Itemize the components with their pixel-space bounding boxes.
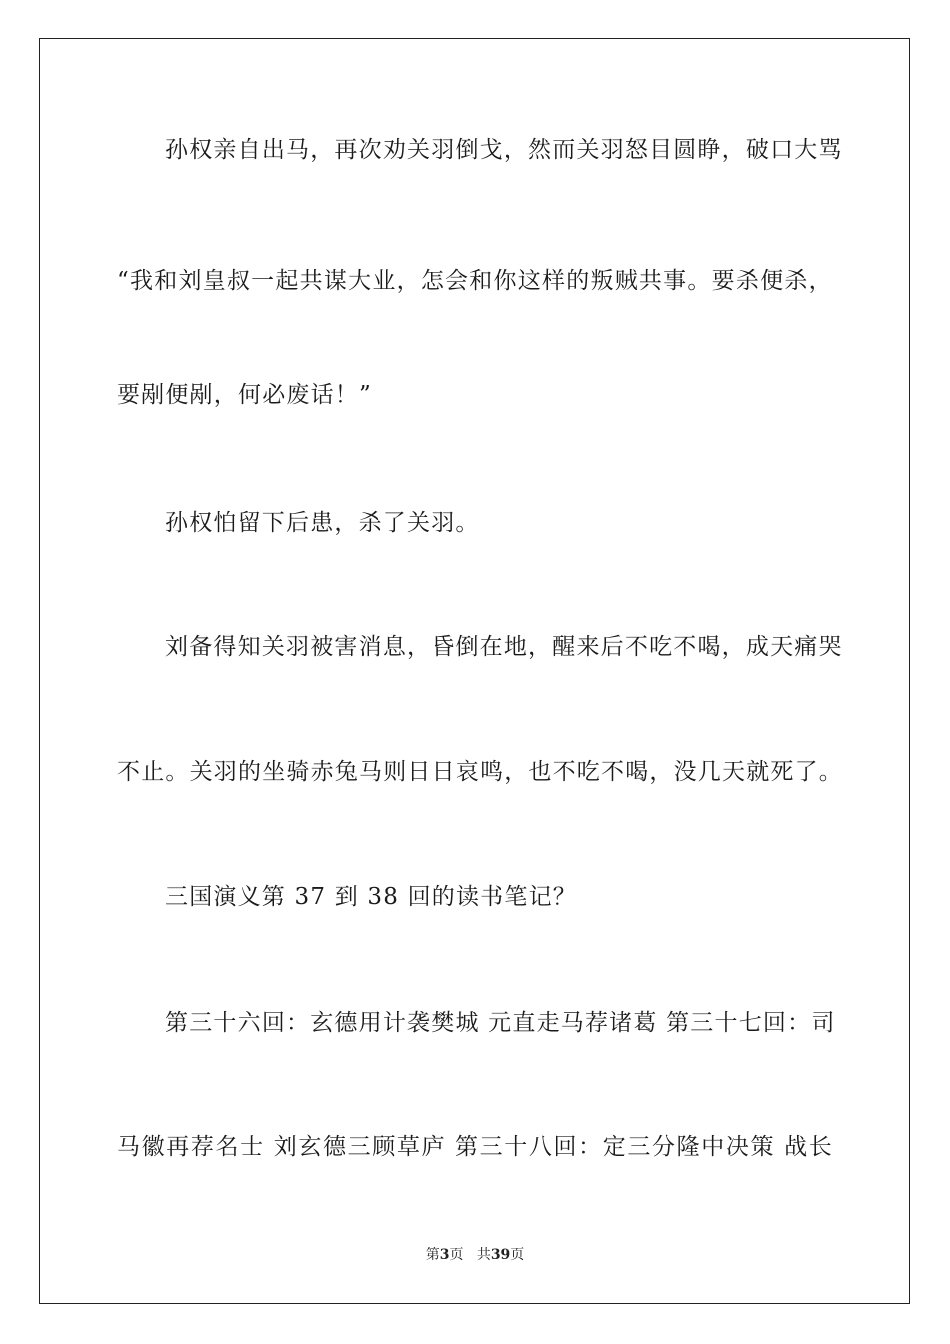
paragraph-line-5: 刘 备 得 知 关 羽 被 害 消 息 ， 昏 倒 在 地 ， 醒 来 后 不 吃 不 喝 ， 成 天 痛 哭: [165, 634, 843, 660]
paragraph-line-3: 要剐便剐，何必废话！”: [117, 382, 372, 408]
paragraph-line-2: “ 我 和 刘 皇 叔 一 起 共 谋 大 业 ， 怎 会 和 你 这 样 的 叛 贼 共 事 。 要 杀 便 杀 ，: [117, 268, 833, 294]
page-number: 3: [439, 1247, 450, 1263]
page-prefix: 第: [425, 1247, 440, 1263]
paragraph-line-4: 孙权怕留下后患，杀了关羽。: [165, 510, 480, 536]
page-border: [39, 38, 910, 1304]
paragraph-line-9: 马 徽 再 荐 名 士 刘 玄 德 三 顾 草 庐 第 三 十 八 回 ： 定 三 分 隆 中 决 策 战 长: [117, 1134, 833, 1160]
paragraph-line-8: 第 三 十 六 回 ： 玄 德 用 计 袭 樊 城 元 直 走 马 荐 诸 葛 第 三 十 七 回 ： 司: [165, 1010, 836, 1036]
page-footer: [0, 1246, 950, 1264]
paragraph-line-7: 三国演义第 37 到 38 回的读书笔记？: [165, 884, 577, 910]
total-suffix: 页: [510, 1247, 525, 1263]
paragraph-line-1: 孙 权 亲 自 出 马 ， 再 次 劝 关 羽 倒 戈 ， 然 而 关 羽 怒 目 圆 睁 ， 破 口 大 骂: [165, 137, 843, 163]
page-suffix: 页: [449, 1247, 464, 1263]
total-pages: 39: [490, 1247, 511, 1263]
paragraph-line-6: 不止。关羽的坐骑赤兔马则日日哀鸣，也不吃不喝，没几天就死了。: [117, 759, 843, 785]
total-prefix: 共: [476, 1247, 491, 1263]
